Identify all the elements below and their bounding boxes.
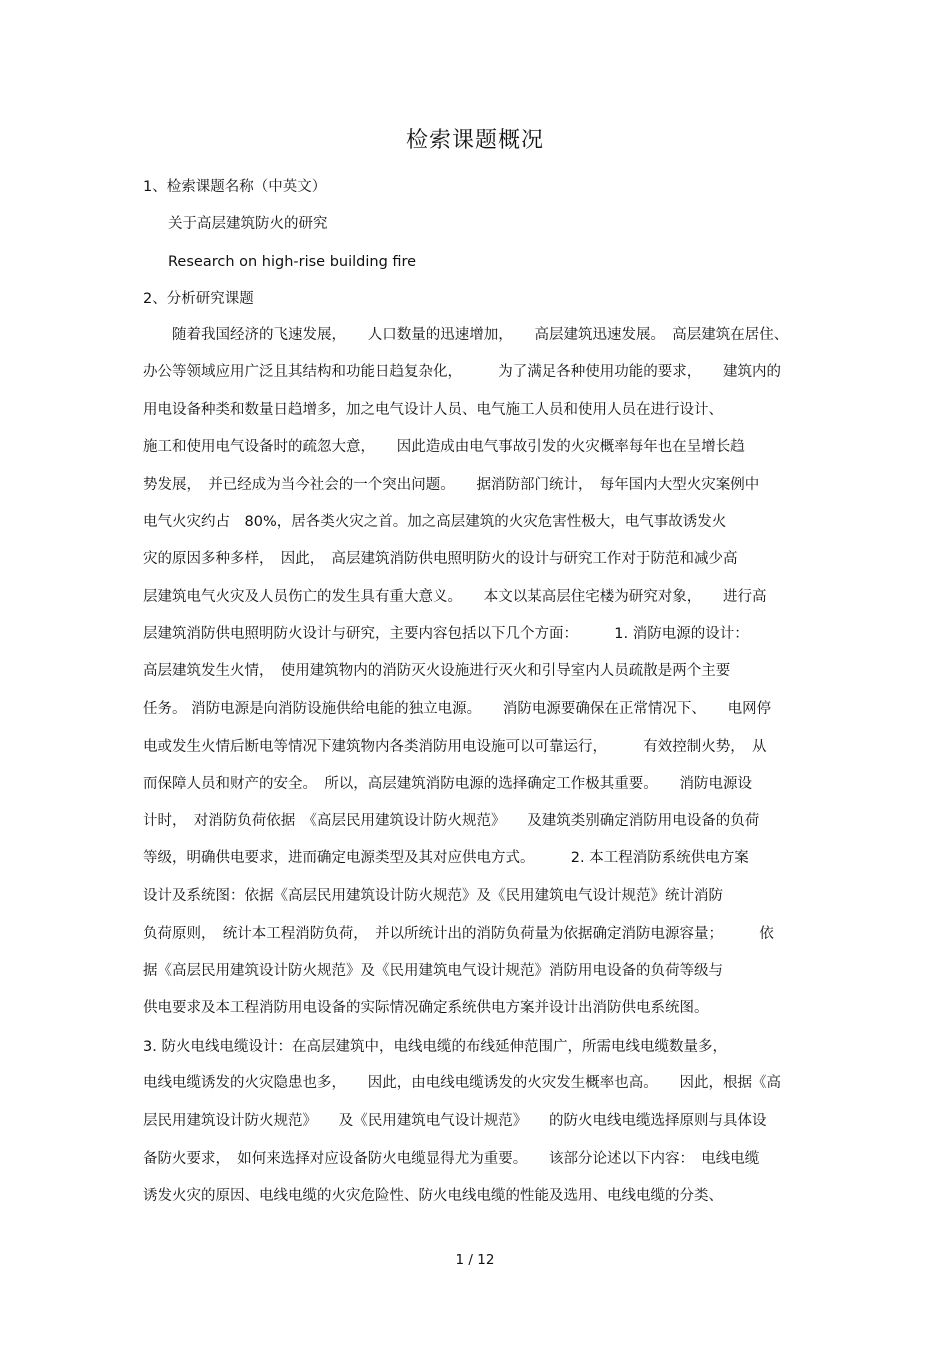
- body-line: 设计及系统图：依据《高层民用建筑设计防火规范》及《民用建筑电气设计规范》统计消防: [143, 888, 723, 904]
- section1-heading: 1、检索课题名称（中英文）: [143, 179, 327, 195]
- body-line: 电气火灾约占 80%，居各类火灾之首。加之高层建筑的火灾危害性极大，电气事故诱发火: [143, 514, 727, 530]
- body-line: 层建筑消防供电照明防火设计与研究，主要内容包括以下几个方面： 1. 消防电源的设计：: [143, 626, 749, 642]
- body-line: 施工和使用电气设备时的疏忽大意， 因此造成由电气事故引发的火灾概率每年也在呈增长趋: [143, 439, 745, 455]
- body-line: 高层建筑发生火情， 使用建筑物内的消防灭火设施进行灭火和引导室内人员疏散是两个主要: [143, 663, 731, 679]
- body-line: 随着我国经济的飞速发展， 人口数量的迅速增加， 高层建筑迅速发展。 高层建筑在居住、: [143, 327, 789, 343]
- body-line: 3. 防火电线电缆设计：在高层建筑中，电线电缆的布线延伸范围广，所需电线电缆数量多，: [143, 1039, 727, 1055]
- document-title: 检索课题概况: [405, 128, 544, 153]
- body-line: 灾的原因多种多样， 因此， 高层建筑消防供电照明防火的设计与研究工作对于防范和减少高: [143, 551, 738, 567]
- body-line: 任务。 消防电源是向消防设施供给电能的独立电源。 消防电源要确保在正常情况下、 电网停: [143, 701, 772, 717]
- section2-heading: 2、分析研究课题: [143, 291, 254, 307]
- body-line: 办公等领域应用广泛且其结构和功能日趋复杂化， 为了满足各种使用功能的要求， 建筑内的: [143, 364, 781, 380]
- body-line: 备防火要求， 如何来选择对应设备防火电缆显得尤为重要。 该部分论述以下内容： 电线电缆: [143, 1151, 760, 1167]
- body-line: 用电设备种类和数量日趋增多，加之电气设计人员、电气施工人员和使用人员在进行设计、: [143, 402, 723, 418]
- body-line: 据《高层民用建筑设计防火规范》及《民用建筑电气设计规范》消防用电设备的负荷等级与: [143, 963, 723, 979]
- body-line: 诱发火灾的原因、电线电缆的火灾危险性、防火电线电缆的性能及选用、电线电缆的分类、: [143, 1188, 723, 1204]
- body-line: 电线电缆诱发的火灾隐患也多， 因此，由电线电缆诱发的火灾发生概率也高。 因此，根据《高: [143, 1075, 781, 1091]
- page-number: 1 / 12: [455, 1252, 495, 1268]
- topic-title-cn: 关于高层建筑防火的研究: [168, 216, 328, 232]
- body-line: 电或发生火情后断电等情况下建筑物内各类消防用电设施可以可靠运行， 有效控制火势， 从: [143, 739, 767, 755]
- body-line: 势发展， 并已经成为当今社会的一个突出问题。 据消防部门统计， 每年国内大型火灾案例中: [143, 477, 760, 493]
- body-line: 等级，明确供电要求，进而确定电源类型及其对应供电方式。 2. 本工程消防系统供电方案: [143, 850, 749, 866]
- body-line: 层民用建筑设计防火规范》 及《民用建筑电气设计规范》 的防火电线电缆选择原则与具体设: [143, 1113, 767, 1129]
- body-line: 负荷原则， 统计本工程消防负荷， 并以所统计出的消防负荷量为依据确定消防电源容量； 依: [143, 926, 774, 942]
- body-line: 计时， 对消防负荷依据 《高层民用建筑设计防火规范》 及建筑类别确定消防用电设备的负荷: [143, 813, 760, 829]
- body-line: 供电要求及本工程消防用电设备的实际情况确定系统供电方案并设计出消防供电系统图。: [143, 1000, 709, 1016]
- topic-title-en: Research on high-rise building fire: [168, 254, 417, 270]
- body-line: 而保障人员和财产的安全。 所以，高层建筑消防电源的选择确定工作极其重要。 消防电源设: [143, 776, 752, 792]
- body-line: 层建筑电气火灾及人员伤亡的发生具有重大意义。 本文以某高层住宅楼为研究对象， 进行高: [143, 589, 767, 605]
